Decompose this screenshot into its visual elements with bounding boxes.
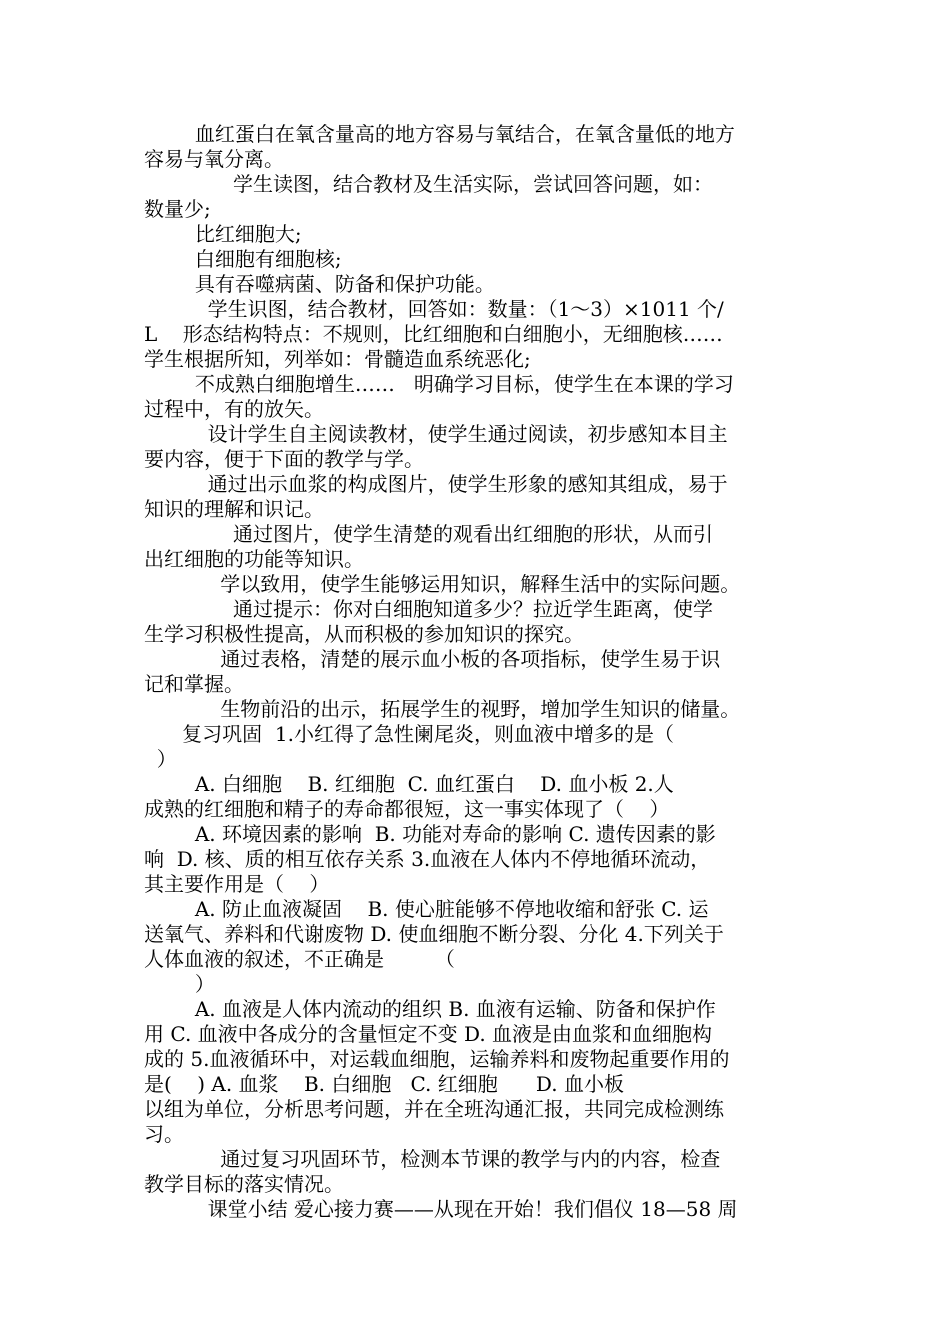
text-line: 通过图片，使学生清楚的观看出红细胞的形状，从而引 <box>144 522 714 546</box>
text-line: 是( ) A. 血浆 B. 白细胞 C. 红细胞 D. 血小板 <box>144 1072 624 1096</box>
text-line: 通过复习巩固环节，检测本节课的教学与内的内容，检查 <box>144 1147 721 1171</box>
text-line: 生物前沿的出示，拓展学生的视野，增加学生知识的储量。 <box>144 697 741 721</box>
text-line: 过程中，有的放矢。 <box>144 397 324 421</box>
text-line: L 形态结构特点：不规则，比红细胞和白细胞小，无细胞核…… <box>144 322 723 346</box>
text-line: 不成熟白细胞增生…… 明确学习目标，使学生在本课的学习 <box>144 372 734 396</box>
text-line: 记和掌握。 <box>144 672 244 696</box>
text-line: 用 C. 血液中各成分的含量恒定不变 D. 血液是由血浆和血细胞构 <box>144 1022 713 1046</box>
text-line: 成的 5.血液循环中，对运载血细胞，运输养料和废物起重要作用的 <box>144 1047 730 1071</box>
text-line: A. 防止血液凝固 B. 使心脏能够不停地收缩和舒张 C. 运 <box>144 897 709 921</box>
text-line: 教学目标的落实情况。 <box>144 1172 344 1196</box>
text-line: 设计学生自主阅读教材，使学生通过阅读，初步感知本目主 <box>144 422 728 446</box>
text-line: 送氧气、养料和代谢废物 D. 使血细胞不断分裂、分化 4.下列关于 <box>144 922 724 946</box>
text-line: 出红细胞的功能等知识。 <box>144 547 364 571</box>
text-line: 成熟的红细胞和精子的寿命都很短，这一事实体现了（ ） <box>144 797 670 821</box>
text-line: A. 白细胞 B. 红细胞 C. 血红蛋白 D. 血小板 2.人 <box>144 772 674 796</box>
text-line: 人体血液的叙述，不正确是 （ <box>144 947 455 971</box>
text-line: 响 D. 核、质的相互依存关系 3.血液在人体内不停地循环流动， <box>144 847 711 871</box>
text-line: 具有吞噬病菌、防备和保护功能。 <box>144 272 495 296</box>
text-line: 其主要作用是（ ） <box>144 872 330 896</box>
text-line: 课堂小结 爱心接力赛——从现在开始！我们倡仪 18—58 周 <box>144 1197 738 1221</box>
text-line: 知识的理解和识记。 <box>144 497 324 521</box>
text-line: 血红蛋白在氧含量高的地方容易与氧结合，在氧含量低的地方 <box>144 122 735 146</box>
text-line: 复习巩固 1.小红得了急性阑尾炎，则血液中增多的是（ <box>144 722 674 746</box>
text-line: 学生根据所知，列举如：骨髓造血系统恶化; <box>144 347 531 371</box>
text-line: 生学习积极性提高，从而积极的参加知识的探究。 <box>144 622 584 646</box>
text-line: 学以致用，使学生能够运用知识，解释生活中的实际问题。 <box>144 572 741 596</box>
text-line: ） <box>144 972 215 996</box>
text-line: ） <box>144 747 177 771</box>
text-line: 通过出示血浆的构成图片，使学生形象的感知其组成，易于 <box>144 472 728 496</box>
text-line: A. 环境因素的影响 B. 功能对寿命的影响 C. 遗传因素的影 <box>144 822 716 846</box>
text-line: 数量少; <box>144 197 211 221</box>
text-line: 容易与氧分离。 <box>144 147 284 171</box>
text-line: A. 血液是人体内流动的组织 B. 血液有运输、防备和保护作 <box>144 997 716 1021</box>
text-line: 学生识图，结合教材，回答如：数量：（1～3）×1011 个/ <box>144 297 724 321</box>
text-line: 通过提示：你对白细胞知道多少？拉近学生距离，使学 <box>144 597 714 621</box>
text-line: 以组为单位，分析思考问题，并在全班沟通汇报，共同完成检测练 <box>144 1097 724 1121</box>
text-line: 通过表格，清楚的展示血小板的各项指标，使学生易于识 <box>144 647 721 671</box>
text-line: 白细胞有细胞核; <box>144 247 342 271</box>
text-line: 比红细胞大; <box>144 222 302 246</box>
text-line: 学生读图，结合教材及生活实际，尝试回答问题，如： <box>144 172 714 196</box>
document-body <box>144 122 810 1222</box>
text-line: 要内容，便于下面的教学与学。 <box>144 447 424 471</box>
text-line: 习。 <box>144 1122 184 1146</box>
